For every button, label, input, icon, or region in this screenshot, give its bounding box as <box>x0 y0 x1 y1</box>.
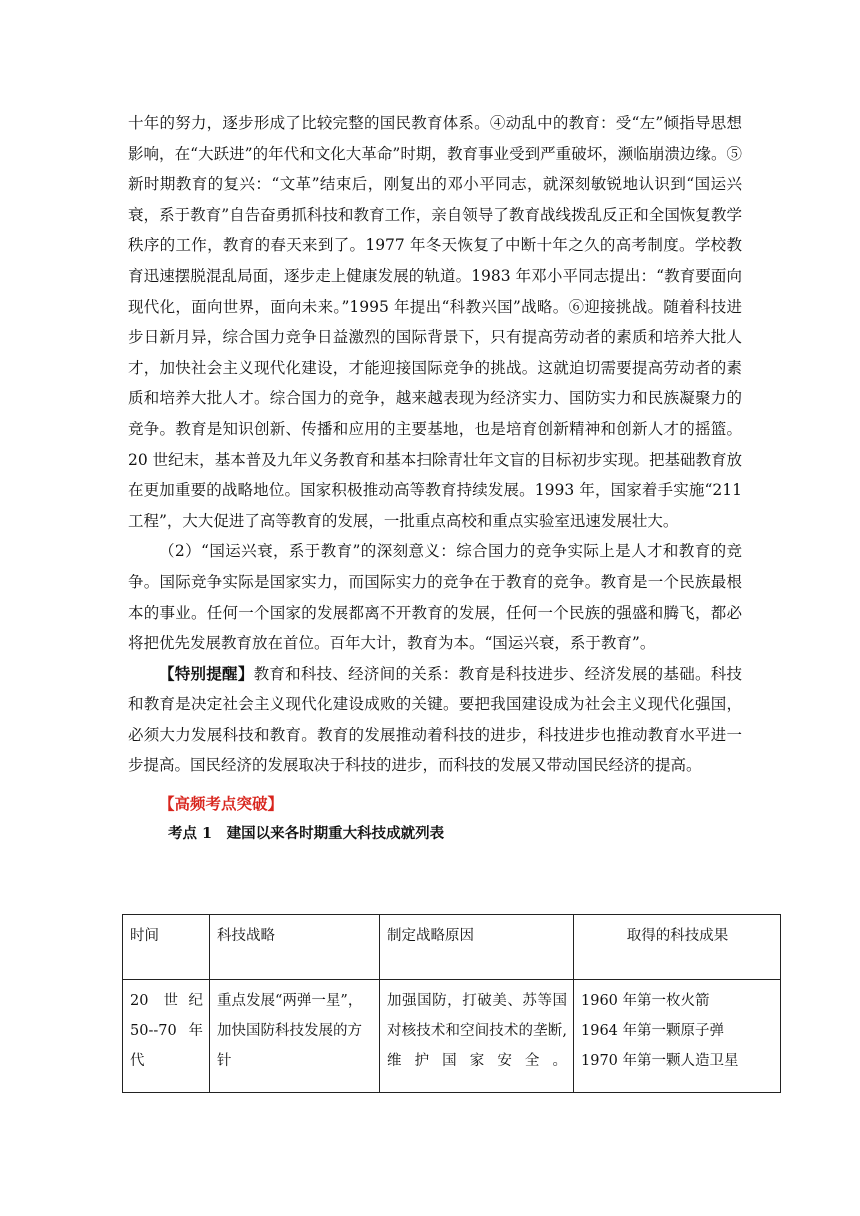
header-time: 时间 <box>123 915 210 980</box>
table-title: 考点 1 建国以来各时期重大科技成就列表 <box>168 825 445 843</box>
cell-time: 20 世纪 50--70 年代 <box>123 980 210 1093</box>
cell-reason: 加强国防，打破美、苏等国对核技术和空间技术的垄断,维护国家安全。 <box>380 980 574 1093</box>
achievements-table <box>122 914 781 1093</box>
table-row <box>123 980 781 1093</box>
cell-results <box>574 980 781 1093</box>
document-body <box>128 108 742 847</box>
header-results: 取得的科技成果 <box>574 915 781 980</box>
section-title: 【高频考点突破】 <box>159 794 284 814</box>
special-reminder-text: 教育和科技、经济间的关系：教育是科技进步、经济发展的基础。科技和教育是决定社会主义现代化建设成败的关键。要把我国建设成为社会主义现代化强国，必须大力发展科技和教育。教育的发展推动着科技的进步，科技进步也推动教育水平进一步提高。国民经济的发展取决于科技的进步，而科技的发展又带动国民经济的提高。 <box>128 664 742 775</box>
header-strategy: 科技战略 <box>210 915 380 980</box>
table-header-row <box>123 915 781 980</box>
cell-strategy: 重点发展“两弹一星”，加快国防科技发展的方针 <box>210 980 380 1093</box>
special-reminder-label: 【特别提醒】 <box>159 663 254 683</box>
result-item: 1964 年第一颗原子弹 <box>581 1023 725 1039</box>
result-item: 1960 年第一枚火箭 <box>581 993 710 1009</box>
paragraph-education-history: 十年的努力，逐步形成了比较完整的国民教育体系。④动乱中的教育：受“左”倾指导思想影响，在“大跃进”的年代和文化大革命”时期，教育事业受到严重破坏，濒临崩溃边缘。⑤新时期教育的复兴：“文革”结束后，刚复出的邓小平同志，就深刻敏锐地认识到“国运兴衰，系于教育”自告奋勇抓科技和教育工作，亲自领导了教育战线拨乱反正和全国恢复教学秩序的工作，教育的春天来到了。1977 年冬天恢复了中断十年之久的高考制度。学校教育迅速摆脱混乱局面，逐步走上健康发展的轨道。1983 年邓小平同志提出：“教育要面向现代化，面向世界，面向未来。”1995 年提出“科教兴国”战略。⑥迎接挑战。随着科技进步日新月异，综合国力竞争日益激烈的国际背景下，只有提高劳动者的素质和培养大批人才，加快社会主义现代化建设，才能迎接国际竞争的挑战。这就迫切需要提高劳动者的素质和培养大批人才。综合国力的竞争，越来越表现为经济实力、国防实力和民族凝聚力的竞争。教育是知识创新、传播和应用的主要基地，也是培育创新精神和创新人才的摇篮。20 世纪末，基本普及九年义务教育和基本扫除青壮年文盲的目标初步实现。把基础教育放在更加重要的战略地位。国家积极推动高等教育持续发展。1993 年，国家着手实施“211 工程”，大大促进了高等教育的发展，一批重点高校和重点实验室迅速发展壮大。 <box>128 114 742 530</box>
paragraph-significance: （2）“国运兴衰，系于教育”的深刻意义：综合国力的竞争实际上是人才和教育的竞争。国际竞争实际是国家实力，而国际实力的竞争在于教育的竞争。教育是一个民族最根本的事业。任何一个国家的发展都离不开教育的发展，任何一个民族的强盛和腾飞，都必将把优先发展教育放在首位。百年大计，教育为本。“国运兴衰，系于教育”。 <box>128 542 742 653</box>
paragraph-special-reminder <box>128 659 742 781</box>
result-item: 1970 年第一颗人造卫星 <box>581 1053 739 1069</box>
header-reason: 制定战略原因 <box>380 915 574 980</box>
